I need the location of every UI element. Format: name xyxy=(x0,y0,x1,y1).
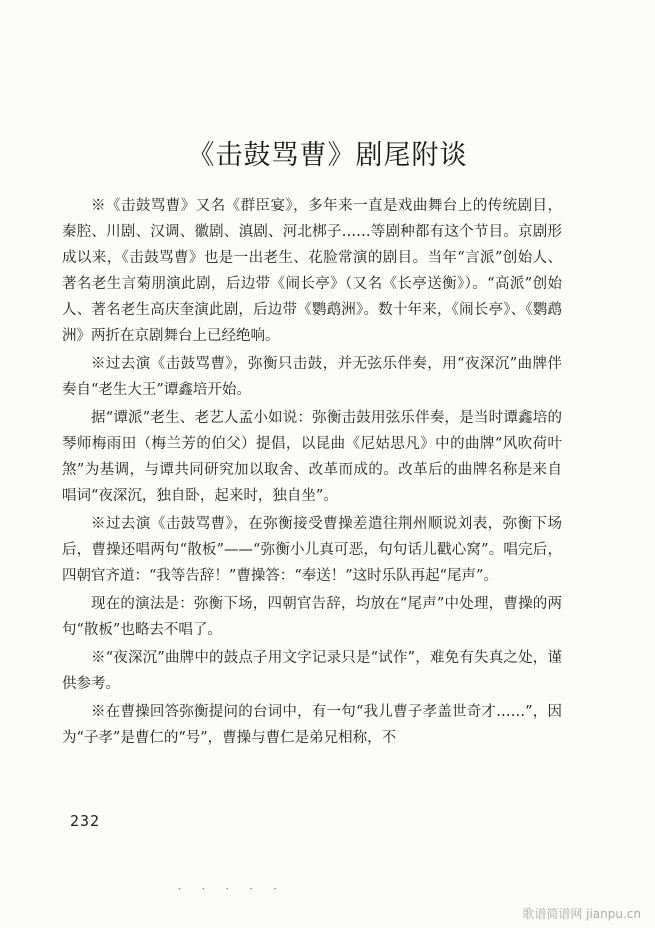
paragraph: 据“谭派”老生、老艺人孟小如说：弥衡击鼓用弦乐伴奏，是当时谭鑫培的琴师梅雨田（梅兰芳的伯父）提倡，以昆曲《尼姑思凡》中的曲牌“风吹荷叶煞”为基调，与谭共同研究加以取舍、改革而成的。改革后的曲牌名称是来自唱词“夜深沉，独自卧，起来时，独自坐”。 xyxy=(62,410,562,504)
page-title: 《击鼓骂曹》剧尾附谈 xyxy=(187,140,468,171)
paragraph: ※过去演《击鼓骂曹》，弥衡只击鼓，并无弦乐伴奏，用“夜深沉”曲牌伴奏自“老生大王”谭鑫培开始。 xyxy=(62,356,562,398)
paragraph: 现在的演法是：弥衡下场，四朝官告辞，均放在“尾声”中处理，曹操的两句“散板”也略去不唱了。 xyxy=(62,596,562,638)
page-number: 232 xyxy=(70,812,101,830)
paragraph: ※《击鼓骂曹》又名《群臣宴》，多年来一直是戏曲舞台上的传统剧目，秦腔、川剧、汉调、徽剧、滇剧、河北梆子……等剧种都有这个节目。京剧形成以来，《击鼓骂曹》也是一出老生、花脸常演的剧目。当年“言派”创始人、著名老生言菊朋演此剧，后边带《闹长亭》（又名《长亭送衡》）。“高派”创始人、著名老生高庆奎演此剧，后边带《鹦鹉洲》。数十年来，《闹长亭》、《鹦鹉洲》两折在京剧舞台上已经绝响。 xyxy=(62,198,562,344)
paragraph: ※过去演《击鼓骂曹》，在弥衡接受曹操差遣往荆州顺说刘表，弥衡下场后，曹操还唱两句“散板”——“弥衡小儿真可恶，句句话儿戳心窝”。唱完后，四朝官齐道：“我等告辞！”曹操答：“奉送！”这时乐队再起“尾声”。 xyxy=(62,516,562,584)
article-body xyxy=(62,193,562,753)
paragraph: ※在曹操回答弥衡提问的台词中，有一句“我儿曹子孝盖世奇才……”，因为“子孝”是曹仁的“号”，曹操与曹仁是弟兄相称，不 xyxy=(62,704,562,746)
footer-marks: ・ ・ ・ ・ ・ xyxy=(175,885,286,895)
paragraph: ※“夜深沉”曲牌中的鼓点子用文字记录只是“试作”，难免有失真之处，谨供参考。 xyxy=(62,650,562,692)
watermark: 歌谱简谱网 jianpu.cn xyxy=(522,907,641,921)
